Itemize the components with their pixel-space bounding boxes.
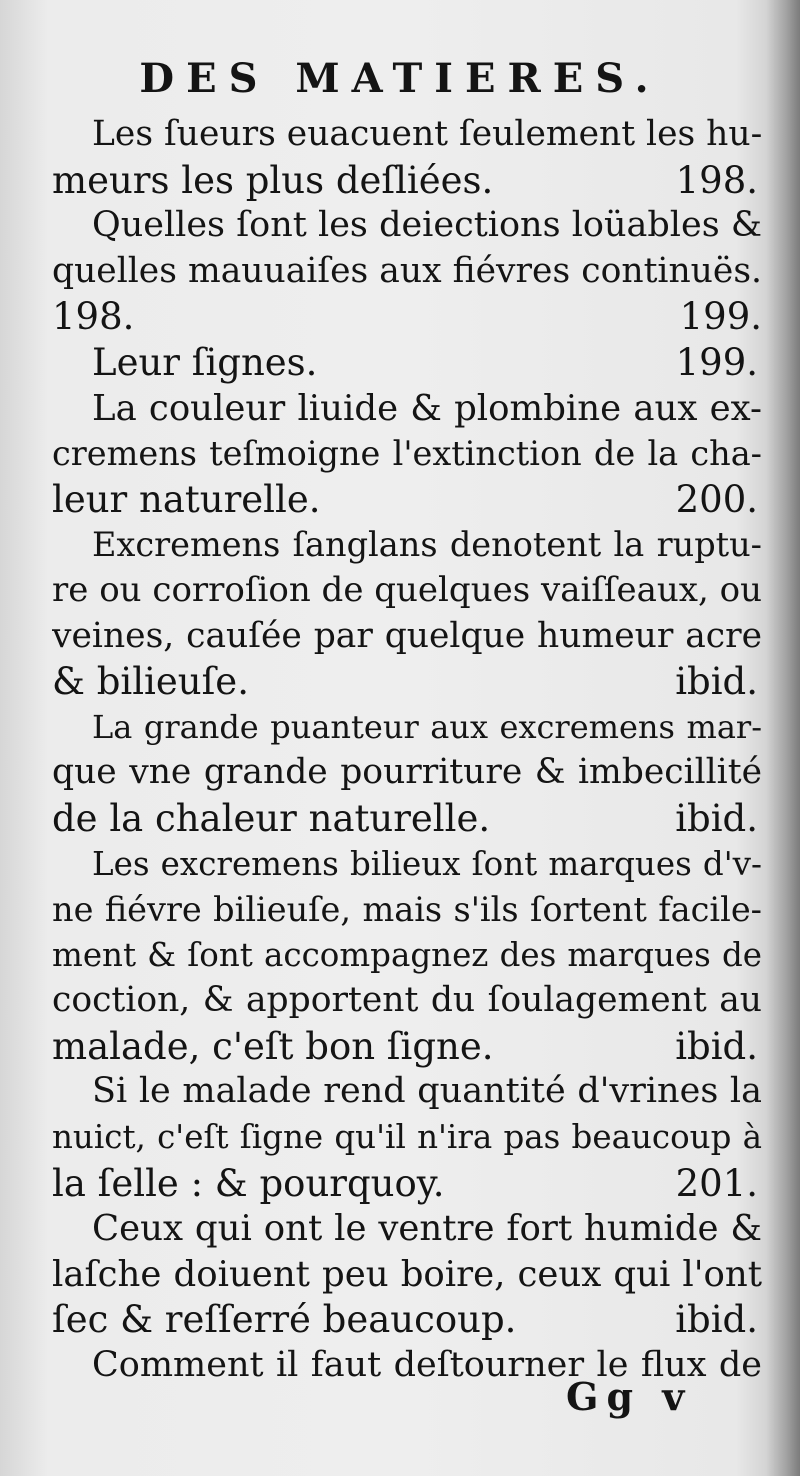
entry-text: ne fiévre bilieuſe, mais s'ils ſortent facile- (52, 890, 762, 930)
index-line (52, 1024, 762, 1070)
entry-text: Les ſueurs euacuent ſeulement les hu- (92, 114, 762, 154)
index-line (52, 1297, 762, 1343)
page-reference: 198. (675, 158, 758, 202)
page-reference: ibid. (675, 1024, 758, 1068)
index-line (52, 1115, 762, 1161)
index-line (52, 158, 762, 204)
entry-text: ſec & reſſerré beaucoup. (52, 1298, 517, 1342)
index-line (52, 933, 762, 979)
signature-mark: Gg v (566, 1374, 693, 1419)
index-line (52, 1161, 762, 1207)
index-line (52, 750, 762, 796)
entry-text: re ou corroſion de quelques vaiſſeaux, ou (52, 569, 762, 610)
page-reference: 201. (675, 1161, 758, 1205)
index-line (52, 1252, 762, 1298)
entry-text: meurs les plus deſliées. (52, 158, 494, 202)
entry-text: Quelles ſont les deiections loüables & (92, 205, 762, 246)
index-line (52, 386, 762, 432)
index-line (52, 431, 762, 477)
entry-text: malade, c'eſt bon ſigne. (52, 1024, 494, 1068)
index-line (52, 340, 762, 386)
entry-text: 198. 199. (52, 295, 762, 339)
page-reference: ibid. (675, 660, 758, 704)
index-line (52, 887, 762, 933)
entry-text: veines, cauſée par quelque humeur acre (52, 615, 762, 656)
index-line (52, 249, 762, 295)
entry-text: Les excremens bilieux ſont marques d'v- (92, 844, 762, 883)
entry-text: Excremens ſanglans denotent la ruptu- (92, 525, 762, 565)
entry-text: leur naturelle. (52, 477, 321, 521)
page-reference: ibid. (675, 796, 758, 840)
index-line (52, 659, 762, 705)
index-entries (52, 112, 762, 1389)
index-line (52, 614, 762, 660)
entry-text: La grande puanteur aux excremens mar- (92, 707, 762, 746)
entry-text: de la chaleur naturelle. (52, 796, 491, 840)
entry-text: Ceux qui ont le ventre fort humide & (92, 1208, 762, 1250)
index-line (52, 796, 762, 842)
entry-text: Leur ſignes. (92, 340, 318, 384)
entry-text: Si le malade rend quantité d'vrines la (92, 1071, 762, 1112)
page-reference: ibid. (675, 1298, 758, 1342)
entry-text: ment & ſont accompagnez des marques de (52, 935, 762, 974)
entry-text: laſche doiuent peu boire, ceux qui l'ont (52, 1253, 762, 1295)
index-line (52, 842, 762, 888)
index-line (52, 978, 762, 1024)
page-gutter-shadow (766, 0, 800, 1476)
entry-text: Comment il faut deſtourner le flux de (92, 1345, 762, 1386)
entry-text: nuict, c'eſt ſigne qu'il n'ira pas beaucoup à (52, 1118, 762, 1157)
index-line (52, 522, 762, 568)
index-line (52, 203, 762, 249)
entry-text: La couleur liuide & plombine aux ex- (92, 387, 762, 429)
running-header: DES MATIERES. (139, 55, 661, 102)
page-reference: 200. (675, 477, 758, 521)
entry-text: que vne grande pourriture & imbecillité (52, 752, 762, 793)
index-line (52, 568, 762, 614)
index-line (52, 1069, 762, 1115)
entry-text: & bilieuſe. (52, 660, 249, 704)
entry-text: cremens teſmoigne l'extinction de la cha- (52, 434, 762, 474)
index-line (52, 112, 762, 158)
entry-text: quelles mauuaiſes aux fiévres continuës. (52, 250, 762, 291)
index-line (52, 705, 762, 751)
index-line (52, 477, 762, 523)
entry-text: la ſelle : & pourquoy. (52, 1161, 445, 1205)
index-line (52, 1206, 762, 1252)
page-reference: 199. (675, 340, 758, 384)
index-line (52, 294, 762, 340)
entry-text: coction, & apportent du ſoulagement au (52, 980, 762, 1021)
